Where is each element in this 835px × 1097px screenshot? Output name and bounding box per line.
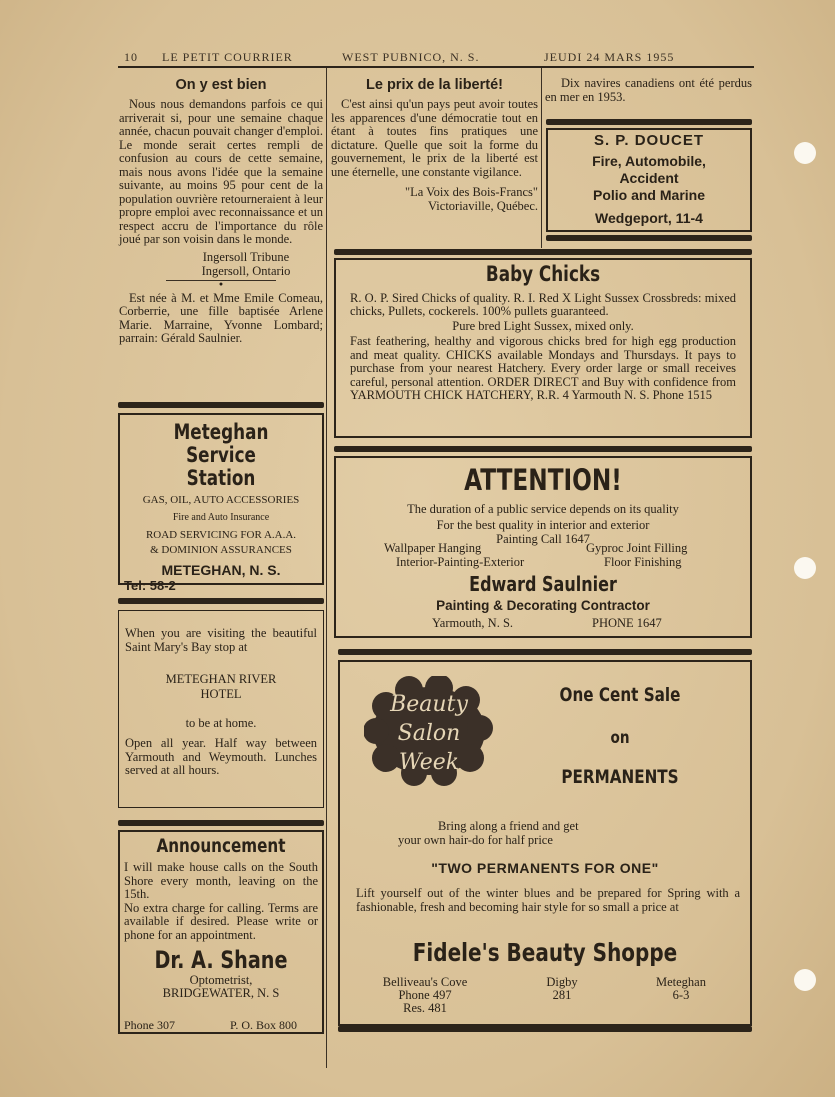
chicks-para: Pure bred Light Sussex, mixed only.: [452, 319, 634, 333]
location-name: Belliveau's Cove: [382, 975, 468, 989]
ad-bar: [118, 402, 324, 408]
location-name: Digby: [546, 975, 578, 989]
badge-word: Week: [398, 750, 460, 775]
article-source-place: Victoriaville, Québec.: [428, 199, 538, 213]
paper-place: WEST PUBNICO, N. S.: [342, 50, 480, 64]
attention-line: For the best quality in interior and exterior: [436, 518, 650, 532]
baby-chicks-ad: [334, 258, 752, 438]
shop-location: [370, 976, 480, 1015]
beauty-ad: [338, 660, 752, 1026]
issue-date: JEUDI 24 MARS 1955: [544, 50, 675, 64]
location-phone: 281: [552, 988, 572, 1002]
doctor-role: Optometrist,: [189, 973, 253, 987]
announcement-ad: [118, 830, 324, 1034]
badge-word: Salon: [397, 721, 461, 746]
announcement-title: Announcement: [156, 835, 286, 857]
doucet-place: Wedgeport, 11-4: [595, 210, 703, 226]
doctor-name: Dr. A. Shane: [154, 946, 288, 974]
doucet-ad: [546, 128, 752, 232]
beauty-offer: "TWO PERMANENTS FOR ONE": [431, 860, 659, 876]
article-body: C'est ainsi qu'un pays peut avoir toutes les apparences d'une démocratie tout en étant à toutes fins pratiques une dictature. Quelle que soit la forme du gouvernement, le prix de la liberté est une éternelle, une constante vigilance.: [331, 97, 538, 179]
doucet-line: Fire, Automobile,: [592, 153, 706, 169]
attention-service: Gyproc Joint Filling: [586, 541, 688, 555]
ad-title: Meteghan Service: [173, 420, 269, 467]
sale-heading: One Cent Sale: [559, 684, 681, 706]
column-rule: [541, 68, 542, 248]
article-source: "La Voix des Bois-Francs": [404, 185, 538, 199]
attention-title: ATTENTION!: [464, 463, 622, 497]
column-rule: [326, 68, 327, 1068]
shop-location: [522, 976, 602, 1002]
chicks-para: Fast feathering, healthy and vigorous chicks bred for high egg production and meat quality. CHICKS available Mondays and Thursdays. It pays to purchase from your nearest Hatchery. Every order large or small receives careful, personal attention. ORDER DIRECT and Buy with confidence from YARMOUTH CHICK HATCHERY, R.R. 4 Yarmouth N. S. Phone 1515: [350, 334, 736, 402]
article-body: Nous nous demandons parfois ce qui arriverait si, pour une semaine chaque année, chacun pouvait changer d'emploi. Le monde serait certes rempli de confusion au cours de cette semaine, mais nous avons l'idée que la semaine suivante, au moins 95 pour cent de la population ouvrière retourneraient à leur propre emploi avec reconnaissance et un respect accru de l'importance du rôle joué par son voisin dans le monde.: [119, 97, 323, 246]
ad-place: METEGHAN, N. S.: [161, 562, 281, 578]
sale-heading: PERMANENTS: [561, 766, 679, 788]
attention-line: Painting Call 1647: [496, 532, 590, 546]
badge-text: [364, 690, 494, 777]
running-header: [120, 50, 750, 64]
article-title: Le prix de la liberté!: [366, 77, 503, 93]
ad-bar: [334, 249, 752, 255]
hotel-ad: [118, 610, 324, 808]
navires-note: [545, 77, 752, 104]
ad-bar: [338, 1026, 752, 1032]
ad-bar: [118, 598, 324, 604]
ad-bar: [334, 446, 752, 452]
attention-service: Floor Finishing: [604, 555, 682, 569]
doctor-phone: Phone 307: [124, 1018, 175, 1032]
hotel-name: METEGHAN RIVER: [165, 672, 277, 686]
ad-line: ROAD SERVICING FOR A.A.A.: [145, 529, 297, 541]
punch-hole: [794, 969, 816, 991]
location-phone: Phone 497: [398, 988, 452, 1002]
birth-notice: Est née à M. et Mme Emile Comeau, Corberrie, une fille baptisée Arlene Marie. Marraine, Yvonne Lombard; parrain: Gérald Saulnier.: [119, 290, 323, 345]
beauty-bring: Bring along a friend and get: [438, 819, 579, 833]
hotel-details: Open all year. Half way between Yarmouth and Weymouth. Lunches served at all hours.: [125, 736, 317, 777]
ad-bar: [546, 235, 752, 241]
ad-phone: Tel: 58-2: [124, 578, 176, 593]
contractor-name: Edward Saulnier: [469, 572, 617, 596]
ad-title-2: Station: [186, 466, 256, 490]
attention-service: Wallpaper Hanging: [384, 541, 482, 555]
attention-service: Interior-Painting-Exterior: [396, 555, 525, 569]
doctor-box: P. O. Box 800: [230, 1018, 298, 1032]
contractor-role: Painting & Decorating Contractor: [436, 598, 650, 613]
badge-word: Beauty: [390, 692, 468, 717]
doctor-place: BRIDGEWATER, N. S: [162, 986, 280, 1000]
contractor-place: Yarmouth, N. S.: [432, 616, 514, 630]
attention-ad: [334, 456, 752, 638]
doucet-name: S. P. DOUCET: [593, 132, 705, 149]
shop-location: [636, 976, 726, 1002]
page-number: 10: [124, 50, 138, 64]
beauty-body: Lift yourself out of the winter blues and be prepared for Spring with a fashionable, fresh and becoming hair style for so small a price at: [356, 886, 740, 914]
meteghan-service-ad: [118, 413, 324, 593]
header-rule: [118, 66, 754, 68]
ad-line: & DOMINION ASSURANCES: [150, 544, 292, 556]
announcement-body-2: No extra charge for calling. Terms are available if desired. Please write or phone for an appointment.: [124, 900, 318, 942]
attention-line: The duration of a public service depends on its quality: [407, 502, 679, 516]
article-source-place: Ingersoll, Ontario: [201, 263, 291, 278]
doucet-line: Polio and Marine: [592, 187, 705, 203]
article-liberte: [331, 77, 538, 213]
divider-ornament: ●: [166, 280, 276, 287]
doucet-line: Accident: [619, 170, 679, 186]
article-on-y-est-bien: [119, 77, 323, 346]
contractor-phone: PHONE 1647: [592, 616, 662, 630]
article-source: Ingersoll Tribune: [202, 249, 290, 264]
ad-bar: [118, 820, 324, 826]
location-res: Res. 481: [403, 1001, 447, 1015]
chicks-para: R. O. P. Sired Chicks of quality. R. I. Red X Light Sussex Crossbreds: mixed chicks, Pullets, cockerels. 100% pullets guaranteed.: [350, 291, 736, 318]
ad-bar: [338, 649, 752, 655]
paper-name: LE PETIT COURRIER: [162, 50, 293, 64]
chicks-title: Baby Chicks: [485, 262, 601, 286]
beauty-bring: your own hair-do for half price: [398, 833, 553, 847]
sale-heading: on: [610, 728, 630, 748]
hotel-intro: When you are visiting the beautiful Saint Mary's Bay stop at: [125, 626, 317, 654]
punch-hole: [794, 557, 816, 579]
ad-line: GAS, OIL, AUTO ACCESSORIES: [142, 494, 300, 506]
hotel-name-2: HOTEL: [200, 687, 242, 701]
announcement-body: I will make house calls on the South Shore every month, leaving on the 15th.: [124, 860, 318, 901]
ad-bar: [546, 119, 752, 125]
article-title: On y est bien: [175, 77, 267, 93]
hotel-tagline: to be at home.: [185, 716, 257, 730]
shop-name: Fidele's Beauty Shoppe: [412, 938, 678, 967]
punch-hole: [794, 142, 816, 164]
location-name: Meteghan: [656, 975, 706, 989]
location-phone: 6-3: [672, 988, 690, 1002]
navires-text: Dix navires canadiens ont été perdus en mer en 1953.: [545, 76, 752, 104]
ad-line: Fire and Auto Insurance: [172, 512, 270, 523]
